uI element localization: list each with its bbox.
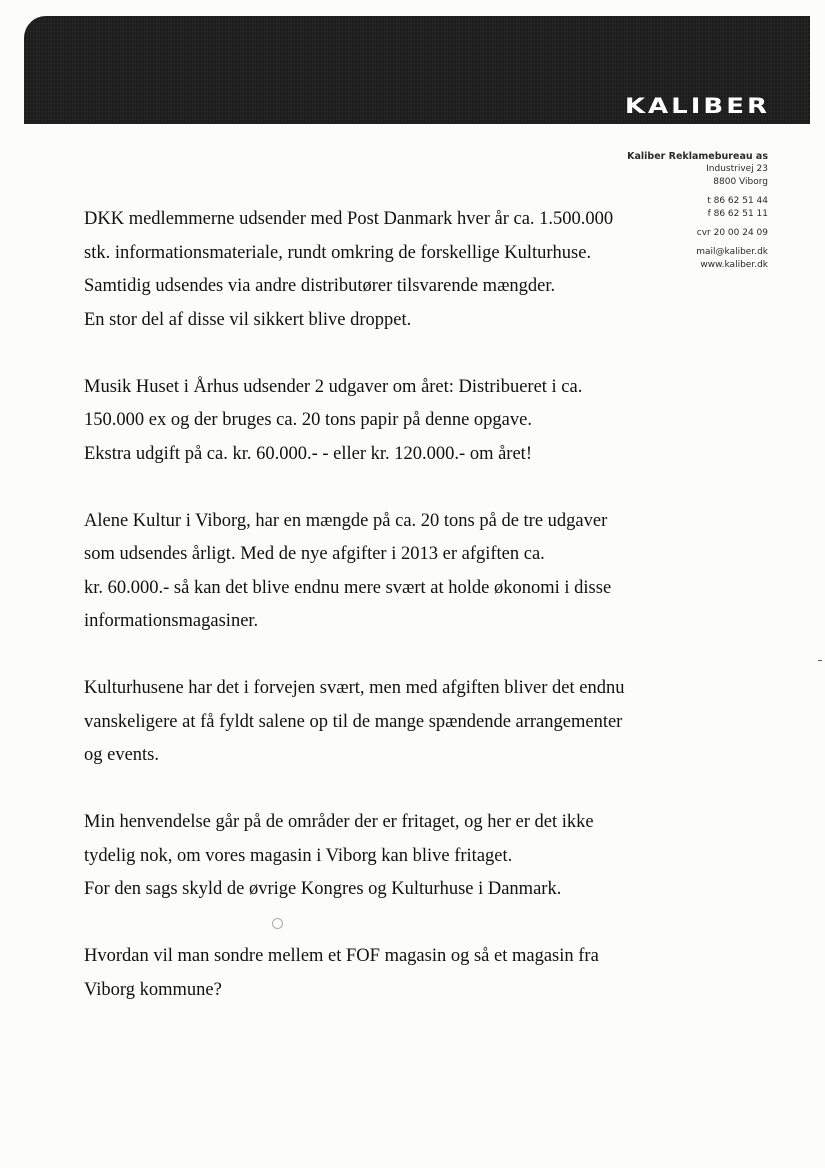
body-line: For den sags skyld de øvrige Kongres og Kulturhuse i Danmark.: [84, 879, 562, 899]
body-line: 150.000 ex og der bruges ca. 20 tons papir på denne opgave.: [84, 410, 532, 430]
paragraph-3: [84, 505, 684, 639]
body-line: vanskeligere at få fyldt salene op til de mange spændende arrangementer: [84, 711, 623, 732]
body-line: stk. informationsmateriale, rundt omkring de forskellige Kulturhuse.: [84, 242, 592, 263]
company-city: 8800 Viborg: [713, 177, 768, 187]
body-line: En stor del af disse vil sikkert blive droppet.: [84, 309, 412, 330]
company-name: Kaliber Reklamebureau as: [627, 151, 768, 162]
body-line: og events.: [84, 745, 160, 765]
kaliber-logo: KALIBER: [624, 94, 770, 119]
body-line: Hvordan vil man sondre mellem et FOF magasin og så et magasin fra: [84, 946, 599, 966]
body-line: som udsendes årligt. Med de nye afgifter i 2013 er afgiften ca.: [84, 544, 545, 564]
body-line: Samtidig udsendes via andre distributører tilsvarende mængder.: [84, 276, 556, 296]
body-line: informationsmagasiner.: [84, 611, 259, 631]
paragraph-4: [84, 672, 684, 773]
letterhead-banner: [24, 16, 810, 124]
company-cvr: cvr 20 00 24 09: [696, 228, 768, 238]
body-line: DKK medlemmerne udsender med Post Danmark hver år ca. 1.500.000: [84, 209, 614, 229]
paragraph-2: [84, 371, 684, 472]
body-line: Ekstra udgift på ca. kr. 60.000.- - eller kr. 120.000.- om året!: [84, 443, 532, 464]
body-line: Alene Kultur i Viborg, har en mængde på ca. 20 tons på de tre udgaver: [84, 510, 608, 531]
body-line: Viborg kommune?: [84, 979, 222, 1000]
paragraph-6: [84, 940, 684, 1007]
letter-body: [84, 203, 684, 1041]
company-fax: f 86 62 51 11: [707, 209, 768, 219]
paragraph-5: [84, 806, 684, 907]
body-line: Min henvendelse går på de områder der er fritaget, og her er det ikke: [84, 812, 594, 832]
company-phone: t 86 62 51 44: [707, 196, 768, 206]
body-line: Kulturhusene har det i forvejen svært, men med afgiften bliver det endnu: [84, 678, 625, 698]
scan-edge-mark: [818, 660, 822, 661]
body-line: kr. 60.000.- så kan det blive endnu mere svært at holde økonomi i disse: [84, 577, 612, 598]
paragraph-1: [84, 203, 684, 337]
scan-artifact-circle: [272, 918, 283, 929]
company-website: www.kaliber.dk: [700, 260, 768, 270]
company-street: Industrivej 23: [706, 164, 768, 174]
body-line: Musik Huset i Århus udsender 2 udgaver om året: Distribueret i ca.: [84, 376, 583, 397]
body-line: tydelig nok, om vores magasin i Viborg kan blive fritaget.: [84, 845, 513, 866]
company-email: mail@kaliber.dk: [696, 247, 768, 257]
